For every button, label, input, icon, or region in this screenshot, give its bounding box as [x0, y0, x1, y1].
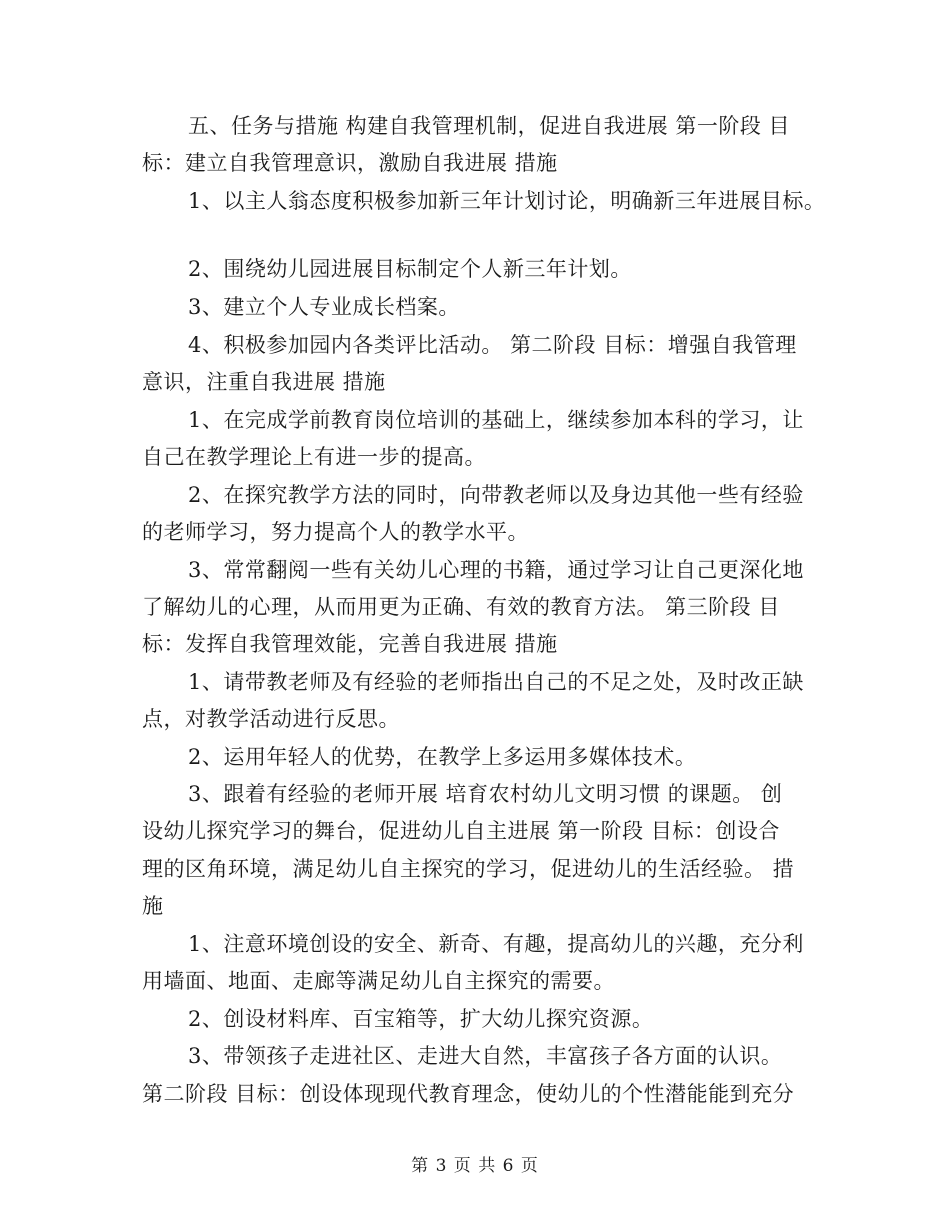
text-line: 的老师学习，努力提高个人的教学水平。	[142, 520, 529, 544]
text-line: 自己在教学理论上有进一步的提高。	[142, 445, 486, 469]
text-line: 2、围绕幼儿园进展目标制定个人新三年计划。	[188, 257, 632, 281]
text-line: 点，对教学活动进行反思。	[142, 707, 400, 731]
text-line: 2、在探究教学方法的同时，向带教老师以及身边其他一些有经验	[188, 483, 804, 507]
text-line: 4、积极参加园内各类评比活动。 第二阶段 目标：增强自我管理	[188, 333, 797, 357]
page-number-footer: 第 3 页 共 6 页	[411, 1156, 539, 1176]
text-line: 3、建立个人专业成长档案。	[188, 295, 460, 319]
text-line: 1、注意环境创设的安全、新奇、有趣，提高幼儿的兴趣，充分利	[188, 932, 804, 956]
text-line: 1、以主人翁态度积极参加新三年计划讨论，明确新三年进展目标。	[188, 189, 826, 213]
text-line: 设幼儿探究学习的舞台，促进幼儿自主进展 第一阶段 目标：创设合	[142, 819, 780, 843]
text-line: 第二阶段 目标：创设体现现代教育理念，使幼儿的个性潜能能到充分	[142, 1082, 795, 1106]
text-line: 理的区角环境，满足幼儿自主探究的学习，促进幼儿的生活经验。 措	[142, 857, 795, 881]
text-line: 2、运用年轻人的优势，在教学上多运用多媒体技术。	[188, 745, 697, 769]
text-line: 五、任务与措施 构建自我管理机制，促进自我进展 第一阶段 目	[188, 114, 791, 138]
text-line: 3、带领孩子走进社区、走进大自然，丰富孩子各方面的认识。	[188, 1044, 783, 1068]
text-line: 意识，注重自我进展 措施	[142, 370, 386, 394]
text-line: 2、创设材料库、百宝箱等，扩大幼儿探究资源。	[188, 1007, 654, 1031]
text-line: 1、请带教老师及有经验的老师指出自己的不足之处，及时改正缺	[188, 670, 804, 694]
text-line: 用墙面、地面、走廊等满足幼儿自主探究的需要。	[142, 969, 615, 993]
text-line: 标：发挥自我管理效能，完善自我进展 措施	[142, 632, 558, 656]
text-line: 3、跟着有经验的老师开展 培育农村幼儿文明习惯 的课题。 创	[188, 782, 783, 806]
text-line: 了解幼儿的心理，从而用更为正确、有效的教育方法。 第三阶段 目	[142, 595, 780, 619]
text-line: 3、常常翻阅一些有关幼儿心理的书籍，通过学习让自己更深化地	[188, 558, 804, 582]
text-line: 1、在完成学前教育岗位培训的基础上，继续参加本科的学习，让	[188, 408, 804, 432]
text-line: 施	[142, 894, 164, 918]
text-line: 标：建立自我管理意识，激励自我进展 措施	[142, 151, 558, 175]
